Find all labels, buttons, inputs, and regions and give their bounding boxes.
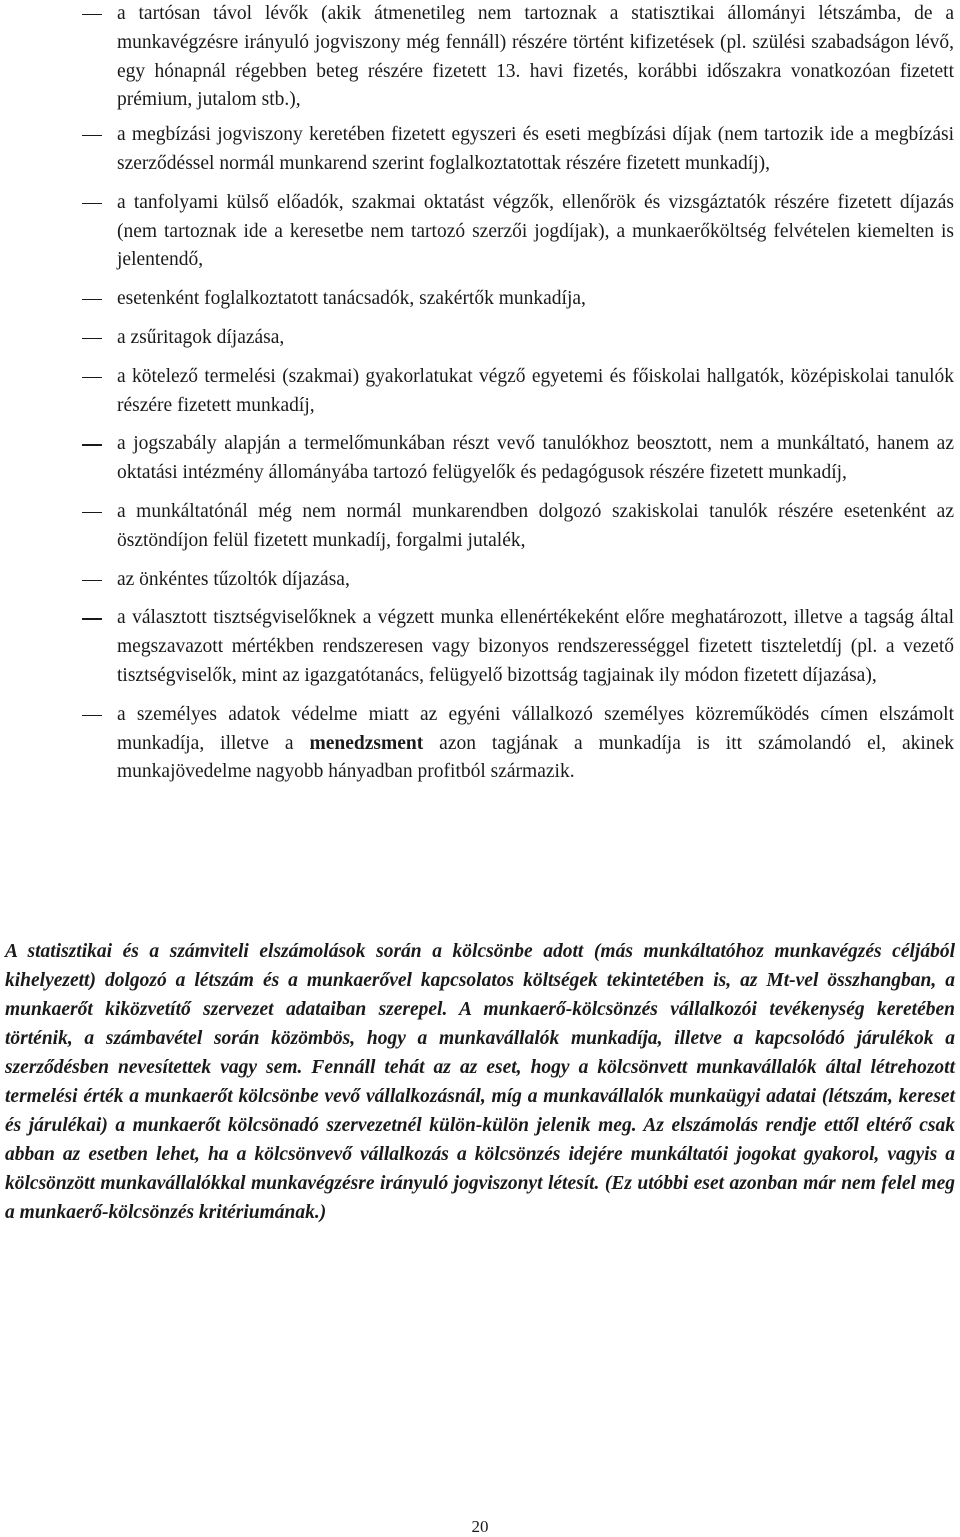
dash-bullet-icon: [82, 14, 102, 15]
list-item-text: a választott tisztségviselőknek a végzett munka ellenértékeként előre meghatározott, illetve a tagság által megszavazott mértékben rendszeresen vagy bizonyos rendszerességgel fizetett tiszteletdíj (pl. a vezető tisztségviselők, mint az igazgatótanács, felügyelő bizottság tagjainak ily módon fizetett díjazása),: [117, 607, 954, 686]
list-item-text: a megbízási jogviszony keretében fizetett egyszeri és eseti megbízási díjak (nem tartozik ide a megbízási szerződéssel normál munkarend szerint foglalkoztatottak részére fizetett munkadíj),: [117, 124, 954, 174]
list-item: [0, 285, 960, 314]
list-item-text: a jogszabály alapján a termelőmunkában részt vevő tanulókhoz beosztott, nem a munkáltató, hanem az oktatási intézmény állományába tartozó felügyelők és pedagógusok részére fizetett munkadíj,: [117, 433, 954, 484]
list-item: [0, 363, 960, 421]
list-item-text: [117, 704, 954, 783]
list-item-text: a zsűritagok díjazása,: [117, 326, 285, 348]
dash-bullet-icon: [82, 299, 102, 300]
note-paragraph: A statisztikai és a számviteli elszámolások során a kölcsönbe adott (más munkáltatóhoz munkavégzés céljából kihelyezett) dolgozó a létszám és a munkaerővel kapcsolatos költségek tekintetében is, az Mt-vel összhangban, a munkaerőt kiközvetítő szervezet adataiban szerepel. A munkaerő-kölcsönzés vállalkozói tevékenység keretében történik, a számbavétel során közömbös, hogy a munkavállalók munkadíja, illetve a kapcsolódó járulékok a szerződésben nevesítettek vagy sem. Fennáll tehát az az eset, hogy a kölcsönvett munkavállalók által létrehozott termelési érték a munkaerőt kölcsönbe vevő vállalkozásnál, míg a munkavállalók munkaügyi adatai (létszám, kereset és járulékai) a munkaerőt kölcsönadó szervezetnél külön-külön jelenik meg. Az elszámolás rendje ettől eltérő csak abban az esetben lehet, ha a kölcsönvevő vállalkozás a kölcsönzés idejére munkáltatói jogokat gyakorol, vagyis a kölcsönzött munkavállalókkal munkavégzésre irányuló jogviszonyt létesít. (Ez utóbbi eset azonban már nem felel meg a munkaerő-kölcsönzés kritériumának.): [5, 941, 955, 1223]
list-item: [0, 0, 960, 115]
dash-bullet-icon: [82, 512, 102, 513]
dash-bullet-icon: [82, 203, 102, 204]
list-item: [0, 701, 960, 787]
list-item: [0, 604, 960, 690]
list-item-text: a munkáltatónál még nem normál munkarendben dolgozó szakiskolai tanulók részére esetenként az ösztöndíjon felül fizetett munkadíj, forgalmi jutalék,: [117, 500, 954, 551]
list-item-text: a kötelező termelési (szakmai) gyakorlatukat végző egyetemi és főiskolai hallgatók, középiskolai tanulók részére fizetett munkadíj,: [117, 365, 954, 416]
dash-bullet-icon: [82, 338, 102, 339]
dash-bullet-icon: [82, 444, 102, 445]
dash-bullet-icon: [82, 715, 102, 716]
dash-bullet-icon: [82, 618, 102, 619]
list-item: [0, 324, 960, 353]
list-item-text: a tanfolyami külső előadók, szakmai oktatást végzők, ellenőrök és vizsgáztatók részére fizetett díjazás (nem tartoznak ide a keresetbe nem tartozó szerzői jogdíjak), a munkaerőköltség felvételen kiemelten is jelentendő,: [117, 191, 954, 271]
list-item: [0, 566, 960, 595]
dash-bullet-icon: [82, 580, 102, 581]
list-item: [0, 121, 960, 179]
list-item: [0, 498, 960, 556]
list-item-text: esetenként foglalkoztatott tanácsadók, szakértők munkadíja,: [117, 288, 586, 310]
list-item-text-start: a személyes adatok védelme miatt az egyéni vállalkozó személyes közreműködés címen elszámolt munkadíja, illetve a: [117, 703, 954, 754]
list-item-text: az önkéntes tűzoltók díjazása,: [117, 568, 350, 590]
bold-term: menedzsment: [309, 732, 424, 754]
dash-bullet-icon: [82, 377, 102, 378]
list-item: [0, 430, 960, 488]
page-number: 20: [471, 1517, 489, 1536]
list-item: [0, 189, 960, 275]
list-item-text-end: azon tagjának a munkadíja is itt számolandó el, akinek munkajövedelme nagyobb hányadban profitból származik.: [117, 732, 955, 783]
list-item-text: a tartósan távol lévők (akik átmenetileg nem tartoznak a statisztikai állományi létszámba, de a munkavégzésre irányuló jogviszony még fennáll) részére történt kifizetések (pl. szülési szabadságon lévő, egy hónapnál régebben beteg részére fizetett 13. havi fizetés, korábbi időszakra vonatkozóan fizetett prémium, jutalom stb.),: [117, 3, 954, 111]
dash-bullet-icon: [82, 135, 102, 136]
